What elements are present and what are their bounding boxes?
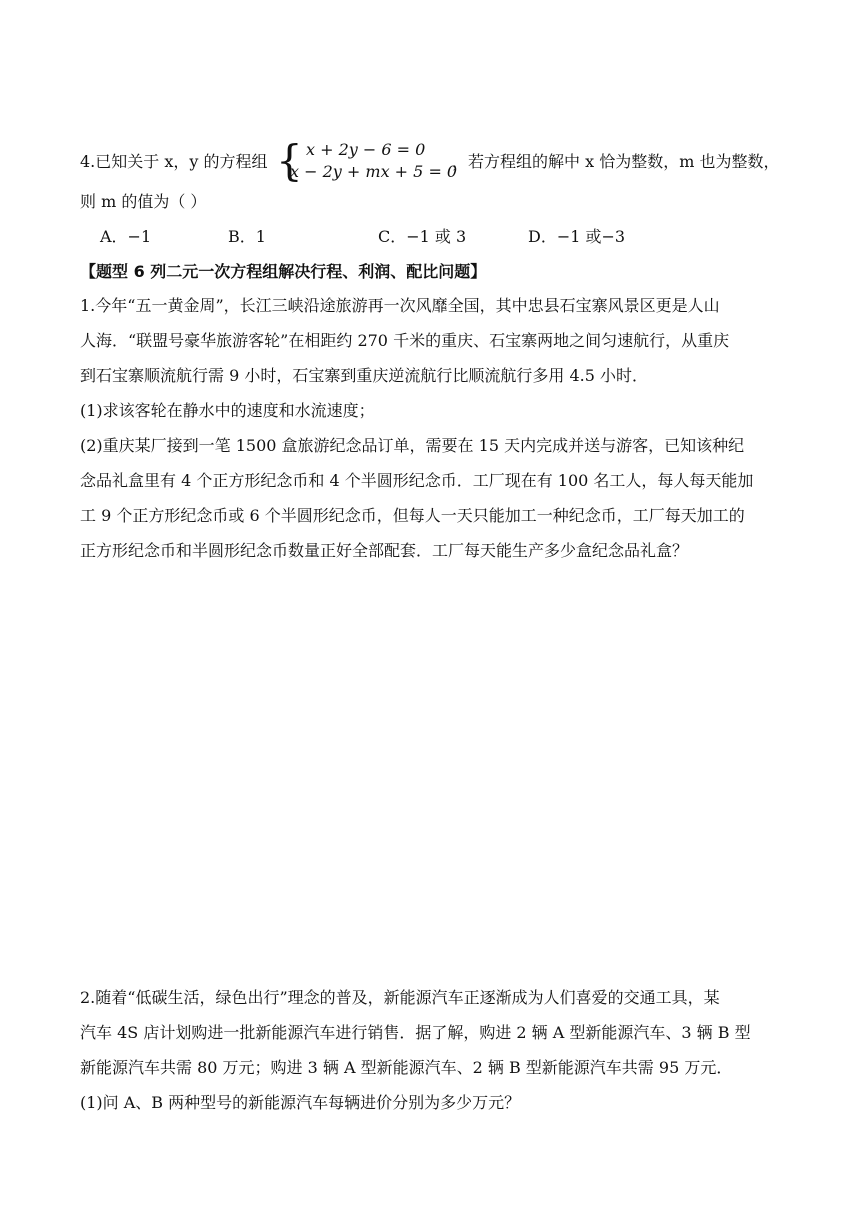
p2-line-2: 汽车 4S 店计划购进一批新能源汽车进行销售．据了解，购进 2 辆 A 型新能源汽车、3 辆 B 型 bbox=[80, 1023, 751, 1042]
q4-tail: ，若方程组的解中 x 恰为整数，m 也为整数， bbox=[452, 152, 780, 171]
p1-sub-1: (1)求该客轮在静水中的速度和水流速度； bbox=[80, 401, 375, 420]
q4-line1 bbox=[80, 136, 790, 185]
p1-line-3: 到石宝寨顺流航行需 9 小时，石宝寨到重庆逆流航行比顺流航行多用 4.5 小时． bbox=[80, 366, 648, 385]
q4-intro: 4.已知关于 x，y 的方程组 bbox=[80, 152, 268, 171]
p1-sub-2-line-3: 工 9 个正方形纪念币或 6 个半圆形纪念币，但每人一天只能加工一种纪念币，工厂每天加工的 bbox=[80, 506, 745, 525]
p1-sub-2-line-2: 念品礼盒里有 4 个正方形纪念币和 4 个半圆形纪念币．工厂现在有 100 名工人，每人每天能加 bbox=[80, 471, 754, 490]
section-heading: 【题型 6 列二元一次方程组解决行程、利润、配比问题】 bbox=[80, 262, 487, 281]
p1-line-1: 1.今年“五一黄金周”，长江三峡沿途旅游再一次风靡全国，其中忠县石宝寨风景区更是人山 bbox=[80, 296, 720, 315]
p2-line-1: 2.随着“低碳生活，绿色出行”理念的普及，新能源汽车正逐渐成为人们喜爱的交通工具，某 bbox=[80, 988, 720, 1007]
equation-2: x − 2y + mx + 5 = 0 bbox=[290, 162, 458, 181]
choice-b: B．1 bbox=[228, 227, 266, 246]
q4-line2: 则 m 的值为（ ） bbox=[80, 192, 207, 211]
equation-system bbox=[276, 136, 458, 185]
equation-1: x + 2y − 6 = 0 bbox=[306, 140, 426, 159]
p2-line-3: 新能源汽车共需 80 万元；购进 3 辆 A 型新能源汽车、2 辆 B 型新能源汽车共需 95 万元． bbox=[80, 1058, 733, 1077]
left-brace: { bbox=[276, 136, 303, 185]
p1-sub-2-line-1: (2)重庆某厂接到一笔 1500 盒旅游纪念品订单，需要在 15 天内完成并送与游客，已知该种纪 bbox=[80, 436, 745, 455]
p2-sub-1: (1)问 A、B 两种型号的新能源汽车每辆进价分别为多少万元？ bbox=[80, 1093, 521, 1112]
choice-c: C．−1 或 3 bbox=[378, 227, 467, 246]
choice-d: D．−1 或−3 bbox=[528, 227, 626, 246]
p1-sub-2-line-4: 正方形纪念币和半圆形纪念币数量正好全部配套．工厂每天能生产多少盒纪念品礼盒？ bbox=[80, 541, 689, 560]
choice-a: A．−1 bbox=[100, 227, 152, 246]
p1-line-2: 人海．“联盟号豪华旅游客轮”在相距约 270 千米的重庆、石宝寨两地之间匀速航行，从重庆 bbox=[80, 331, 730, 350]
